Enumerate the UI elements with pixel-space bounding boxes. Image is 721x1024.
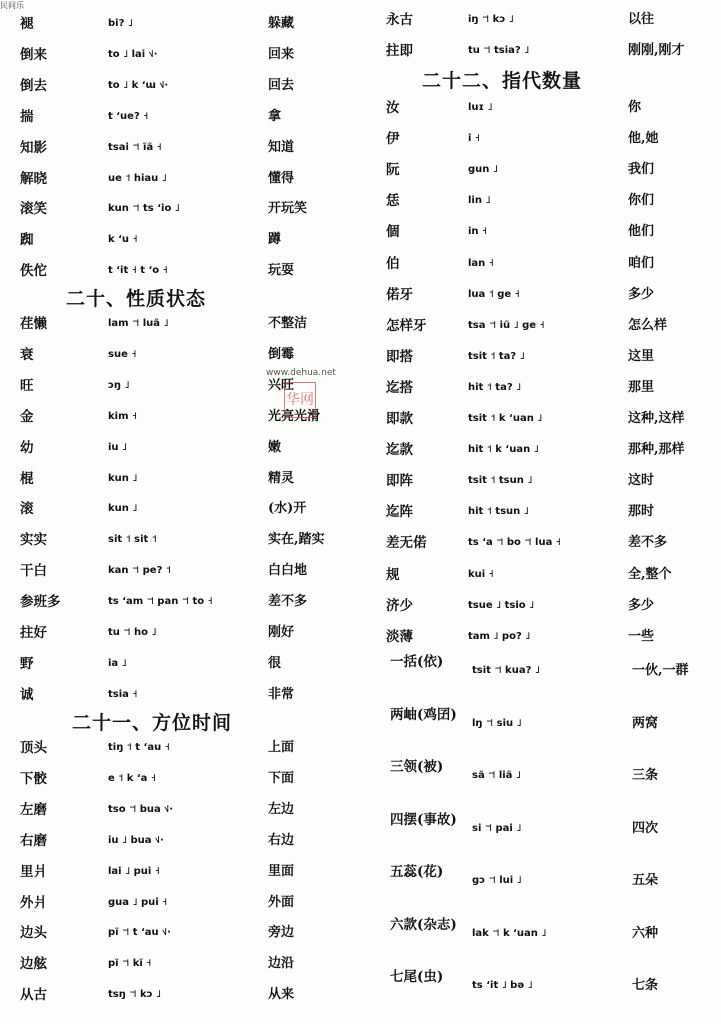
vocab-word: 恁 (386, 193, 400, 210)
vocab-meaning: 蹲 (268, 232, 282, 248)
vocab-meaning: 躲藏 (268, 16, 295, 31)
vocab-word: 四摆(事故) (390, 811, 457, 828)
vocab-meaning: 兴旺 (268, 377, 295, 393)
vocab-row (360, 759, 720, 799)
vocab-word: 迄搭 (386, 379, 413, 396)
vocab-word: 幼 (20, 439, 34, 456)
vocab-pronunciation: tsit ˦ k ʻuan ˩ (468, 413, 543, 424)
vocab-meaning: 你 (628, 100, 642, 115)
vocab-pronunciation: bi? ˩ (108, 18, 133, 29)
vocab-word: 迄款 (386, 442, 413, 459)
vocab-meaning: 里面 (268, 863, 295, 879)
vocab-word: 规 (386, 566, 400, 583)
vocab-pronunciation: tsai ˦˦ ĩã ˧ (108, 141, 162, 153)
vocab-meaning: 很 (268, 655, 282, 671)
vocab-word: 边头 (20, 925, 47, 942)
vocab-pronunciation: lak ˦˦ k ʻuan ˩ (472, 927, 547, 939)
vocab-word: 诚 (20, 686, 34, 703)
vocab-row (0, 436, 360, 460)
vocab-word: 即搭 (386, 348, 413, 365)
vocab-row (0, 891, 360, 915)
vocab-word: 怎样牙 (386, 317, 427, 334)
vocab-row (0, 343, 360, 367)
vocab-meaning: 上面 (268, 740, 295, 755)
vocab-row (360, 969, 720, 1009)
vocab-pronunciation: ts ʻa ˦˦ bo ˦˦ lua ˧ (468, 537, 561, 549)
vocab-meaning: 右边 (268, 832, 295, 848)
vocab-meaning: 回来 (268, 46, 295, 62)
vocab-pronunciation: k ʻu ˧ (108, 234, 138, 246)
vocab-pronunciation: i ˧ (468, 133, 480, 145)
vocab-pronunciation: t ʻit ˧ t ʻo ˧ (108, 265, 168, 277)
vocab-pronunciation: pĩ ˦˦ kĩ ˧ (108, 958, 152, 970)
vocab-pronunciation: lai ˩ pui ˧ (108, 865, 160, 877)
vocab-pronunciation: hit ˦ tsun ˩ (468, 506, 529, 518)
vocab-row (360, 707, 720, 747)
vocab-row (0, 798, 360, 822)
vocab-meaning: 知道 (268, 139, 295, 155)
vocab-pronunciation: to ˩ k ʻɯ ˦˩· (108, 79, 169, 91)
vocab-pronunciation: lua ˦ ge ˧ (468, 288, 520, 300)
vocab-pronunciation: tsia ˧ (108, 688, 138, 700)
vocab-meaning: 一些 (628, 628, 655, 644)
vocab-row (0, 559, 360, 583)
vocab-row (360, 864, 720, 904)
vocab-row (360, 407, 720, 431)
vocab-pronunciation: sit ˦ sit ˦ (108, 534, 157, 546)
vocab-row (360, 345, 720, 369)
vocab-word: 永古 (386, 12, 413, 28)
vocab-row (360, 314, 720, 338)
vocab-pronunciation: lŋ ˦˦ siu ˩ (472, 717, 522, 729)
vocab-word: 知影 (20, 139, 47, 156)
vocab-pronunciation: gɔ ˦˦ lui ˩ (472, 875, 522, 886)
vocab-row (360, 189, 720, 213)
vocab-row (0, 167, 360, 191)
vocab-pronunciation: kun ˩ (108, 503, 138, 515)
vocab-meaning: 非常 (268, 686, 295, 702)
vocab-pronunciation: in ˧ (468, 226, 488, 238)
vocab-row (0, 74, 360, 98)
vocab-word: 参班多 (20, 594, 61, 611)
vocab-meaning: 从来 (268, 987, 295, 1003)
vocab-pronunciation: lin ˩ (468, 195, 491, 207)
vocab-meaning: 差不多 (628, 535, 668, 551)
vocab-pronunciation: hit ˦ k ʻuan ˩ (468, 444, 539, 456)
vocab-meaning: 这里 (628, 348, 655, 364)
vocab-pronunciation: iu ˩ (108, 441, 128, 453)
vocab-pronunciation: tsa ˦˦ iũ ˩ ge ˧ (468, 319, 545, 331)
vocab-row (360, 96, 720, 120)
vocab-word: 里爿 (20, 863, 47, 880)
vocab-word: 滚笑 (20, 201, 47, 218)
vocab-meaning: 我们 (628, 162, 655, 178)
vocab-word: 伊 (386, 131, 400, 148)
vocab-pronunciation: tsit ˦˦ kua? ˩ (472, 665, 540, 676)
vocab-meaning: 五朵 (632, 873, 659, 888)
vocab-pronunciation: kan ˦˦ pe? ˦ (108, 565, 171, 577)
vocab-word: 棍 (20, 470, 34, 487)
vocab-word: 佚佗 (20, 263, 47, 280)
vocab-pronunciation: lan ˧ (468, 257, 494, 269)
vocab-row (0, 921, 360, 945)
vocab-meaning: 旁边 (268, 925, 295, 941)
vocab-pronunciation: kun ˦˦ ts ʻio ˩ (108, 203, 180, 215)
vocab-meaning: 怎么样 (628, 317, 668, 333)
vocab-pronunciation: ue ˦ hiau ˩ (108, 172, 167, 184)
vocab-meaning: 那里 (628, 379, 655, 395)
vocab-meaning: 倒霉 (268, 346, 295, 362)
vocab-word: 右磨 (20, 832, 47, 849)
vocab-word: 旺 (20, 377, 34, 394)
vocab-meaning: 你们 (628, 193, 655, 209)
vocab-row (360, 127, 720, 151)
vocab-meaning: 那种,那样 (628, 442, 685, 458)
vocab-word: 迄阵 (386, 504, 413, 521)
vocab-row (0, 683, 360, 707)
vocab-row (0, 590, 360, 614)
vocab-word: 下骹 (20, 770, 47, 787)
vocab-row (360, 158, 720, 182)
vocab-meaning: 一伙,一群 (632, 663, 689, 678)
watermark (266, 368, 356, 428)
vocab-row (0, 829, 360, 853)
vocab-meaning: 多少 (628, 597, 655, 613)
vocab-row (360, 531, 720, 555)
vocab-row (0, 228, 360, 252)
vocab-pronunciation: tam ˩ po? ˩ (468, 630, 531, 642)
vocab-pronunciation: tsit ˦ ta? ˩ (468, 350, 525, 362)
vocab-row (0, 767, 360, 791)
vocab-pronunciation: tsue ˩ tsio ˩ (468, 599, 535, 611)
vocab-row (360, 283, 720, 307)
vocab-row (360, 376, 720, 400)
vocab-word: 差无偌 (386, 535, 427, 552)
vocab-pronunciation: sue ˧ (108, 348, 137, 360)
vocab-meaning: 实在,踏实 (268, 532, 325, 548)
vocab-meaning: 那时 (628, 504, 655, 520)
vocab-pronunciation: iu ˩ bua ˦˩· (108, 834, 164, 846)
vocab-pronunciation: tso ˦˦ bua ˦˩· (108, 803, 174, 815)
vocab-meaning: 精灵 (268, 470, 295, 486)
vocab-meaning: 外面 (268, 894, 295, 910)
vocab-meaning: 左边 (268, 801, 295, 817)
vocab-row (360, 625, 720, 649)
vocab-word: 滚 (20, 501, 34, 518)
vocab-word: 倒去 (20, 77, 47, 94)
top-mark: 民间乐 (0, 1, 24, 10)
vocab-row (0, 105, 360, 129)
vocab-pronunciation: iŋ ˦˦ kɔ ˩ (468, 14, 514, 25)
vocab-meaning: 全,整个 (628, 566, 672, 582)
section-heading-20: 二十、性质状态 (66, 288, 207, 310)
vocab-pronunciation: to ˩ lai ˦˩· (108, 48, 158, 60)
vocab-meaning: 差不多 (268, 594, 308, 610)
vocab-word: 济少 (386, 597, 413, 614)
vocab-pronunciation: t ʻue? ˧ (108, 110, 149, 122)
vocab-row (0, 497, 360, 521)
vocab-word: 衰 (20, 346, 34, 363)
vocab-meaning: 四次 (632, 820, 659, 836)
vocab-meaning: 多少 (628, 286, 655, 302)
vocab-pronunciation: ɔŋ ˩ (108, 379, 130, 391)
vocab-pronunciation: tsit ˦ tsun ˩ (468, 475, 533, 487)
vocab-meaning: 不整洁 (268, 316, 308, 331)
vocab-word: 边舷 (20, 956, 47, 973)
watermark-url: www.dehua.net (266, 368, 336, 378)
vocab-pronunciation: lam ˦˦ luã ˩ (108, 318, 169, 329)
vocab-pronunciation: tu ˦˦ tsia? ˩ (468, 45, 530, 56)
vocab-row (0, 312, 360, 336)
vocab-pronunciation: ts ʻam ˦˦ pan ˦˦ to ˧ (108, 596, 213, 608)
vocab-pronunciation: tiŋ ˦ t ʻau ˧ (108, 742, 170, 753)
vocab-pronunciation: kim ˧ (108, 410, 137, 422)
vocab-meaning: 六种 (632, 925, 659, 941)
vocab-meaning: 光亮光滑 (268, 408, 321, 424)
vocab-word: 一括(依) (390, 654, 444, 670)
vocab-meaning: 七条 (632, 978, 659, 993)
vocab-row (360, 500, 720, 524)
vocab-meaning: 这时 (628, 473, 655, 489)
vocab-word: 即阵 (386, 473, 413, 490)
vocab-row (360, 917, 720, 957)
vocab-meaning: 他们 (628, 224, 655, 240)
vocab-word: 外爿 (20, 894, 47, 911)
vocab-row (0, 860, 360, 884)
vocab-word: 個 (386, 224, 400, 241)
vocab-row (360, 220, 720, 244)
vocab-word: 金 (20, 408, 34, 425)
vocab-word: 三领(被) (390, 759, 444, 775)
vocab-word: 踟 (20, 232, 34, 249)
vocab-meaning: 嫩 (268, 439, 282, 455)
vocab-row (360, 469, 720, 493)
vocab-meaning: 拿 (268, 108, 282, 124)
vocab-meaning: 懂得 (268, 170, 295, 186)
vocab-pronunciation: kun ˩ (108, 472, 138, 484)
vocab-word: 干白 (20, 563, 47, 580)
vocab-pronunciation: ia ˩ (108, 657, 127, 669)
section-heading-21: 二十一、方位时间 (72, 712, 233, 734)
vocab-pronunciation: hit ˦ ta? ˩ (468, 381, 522, 393)
vocab-word: 淡薄 (386, 628, 413, 645)
vocab-word: 倒来 (20, 46, 47, 63)
vocab-meaning: 刚刚,刚才 (628, 43, 685, 58)
vocab-word: 荏懒 (20, 316, 47, 332)
watermark-seal: 华网 (284, 382, 316, 418)
vocab-meaning: 白白地 (268, 563, 308, 579)
vocab-meaning: 他,她 (628, 131, 659, 147)
vocab-row (0, 259, 360, 283)
vocab-row (360, 39, 720, 63)
vocab-pronunciation: gun ˩ (468, 164, 498, 176)
vocab-pronunciation: si ˦˦ pai ˩ (472, 822, 522, 834)
vocab-word: 拄即 (386, 43, 413, 59)
vocab-row (0, 43, 360, 67)
vocab-word: 实实 (20, 532, 47, 549)
vocab-row (0, 983, 360, 1007)
vocab-meaning: 以往 (628, 12, 655, 27)
vocab-pronunciation: kui ˧ (468, 568, 494, 580)
vocab-pronunciation: ts ʻit ˩ bə ˩ (472, 980, 533, 991)
vocab-meaning: 回去 (268, 77, 295, 93)
vocab-meaning: 两窝 (632, 715, 659, 731)
vocab-meaning: 咱们 (628, 255, 655, 271)
vocab-pronunciation: pĩ ˦˦ t ʻau ˦˩· (108, 927, 171, 939)
vocab-row (0, 528, 360, 552)
vocab-meaning: 开玩笑 (268, 201, 308, 217)
vocab-word: 偌牙 (386, 286, 413, 303)
vocab-word: 伯 (386, 255, 400, 272)
vocab-meaning: 三条 (632, 768, 659, 783)
vocab-row (0, 467, 360, 491)
vocab-row (0, 736, 360, 760)
vocab-row (360, 252, 720, 276)
vocab-pronunciation: tsŋ ˦˦ kɔ ˩ (108, 989, 162, 1001)
vocab-meaning: 边沿 (268, 956, 295, 972)
vocab-meaning: 这种,这样 (628, 411, 685, 426)
vocab-word: 五蕊(花) (390, 864, 444, 880)
vocab-word: 六款(杂志) (390, 916, 457, 933)
vocab-row (360, 8, 720, 32)
vocab-word: 揣 (20, 108, 34, 125)
vocab-word: 汝 (386, 100, 400, 116)
vocab-word: 左磨 (20, 801, 47, 818)
vocab-row (360, 594, 720, 618)
vocab-pronunciation: e ˦ k ʻa ˧ (108, 772, 156, 784)
vocab-row (0, 197, 360, 221)
vocab-row (0, 952, 360, 976)
vocab-word: 阮 (386, 162, 400, 179)
vocab-word: 解晓 (20, 170, 47, 187)
vocab-pronunciation: gua ˩ pui ˧ (108, 896, 168, 908)
vocab-meaning: 下面 (268, 770, 295, 786)
section-heading-22: 二十二、指代数量 (422, 70, 583, 92)
vocab-word: 从古 (20, 987, 47, 1004)
vocab-word: 即款 (386, 411, 413, 427)
vocab-word: 野 (20, 655, 34, 672)
vocab-meaning: 刚好 (268, 625, 295, 640)
vocab-meaning: 玩耍 (268, 263, 295, 279)
vocab-meaning: (水)开 (268, 501, 307, 517)
vocab-row (360, 654, 720, 694)
vocab-word: 七尾(虫) (390, 969, 444, 985)
vocab-row (360, 563, 720, 587)
vocab-row (360, 812, 720, 852)
vocab-word: 两岫(鸡囝) (390, 706, 457, 723)
vocab-row (0, 12, 360, 36)
vocab-row (0, 652, 360, 676)
vocab-row (0, 136, 360, 160)
vocab-row (360, 438, 720, 462)
vocab-pronunciation: luɪ ˩ (468, 102, 493, 113)
vocab-word: 拄好 (20, 625, 47, 641)
vocab-pronunciation: tu ˦˦ ho ˩ (108, 627, 157, 638)
vocab-pronunciation: sã ˦˦ liã ˩ (472, 770, 521, 781)
vocab-row (0, 621, 360, 645)
vocab-word: 褪 (20, 16, 34, 32)
vocab-word: 顶头 (20, 740, 47, 756)
